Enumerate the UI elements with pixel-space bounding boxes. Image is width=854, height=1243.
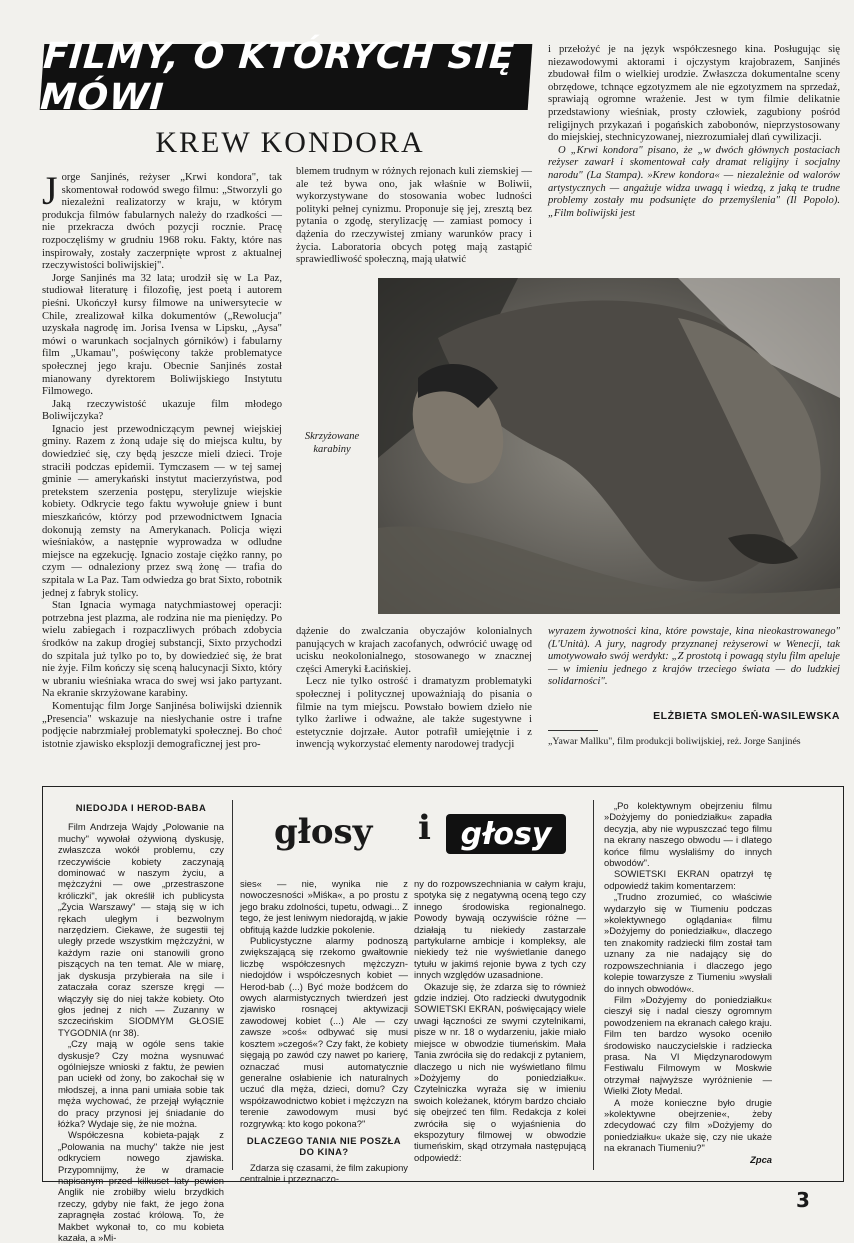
article-column-2-bottom bbox=[296, 626, 532, 760]
glosy-title bbox=[270, 808, 570, 864]
glosy-signature: Zpca bbox=[750, 1153, 772, 1165]
glosy-paragraph: sies« — nie, wynika nie z nowoczesności »Miśka«, a po prostu z jego braku zdolności, tupetu, odwagi... Z tego, że jest leniwym niedorajdą, w jakie obfitują każde ludzkie pokolenie. bbox=[240, 878, 408, 935]
article-paragraph: Lecz nie tylko ostrość i dramatyzm problematyki społecznej i politycznej upoważniają do pisania o filmie na tym miejscu. Powstało bowiem dzieło nie tylko żarliwe i odważne, ale także sugestywne i estetycznie dojrzałe. Autor potrafił umiejętnie i z inwencją wykorzystać elementy narodowej tradycji bbox=[296, 676, 532, 751]
glosy-title-part-2: i bbox=[418, 808, 431, 848]
glosy-column-2 bbox=[240, 878, 408, 1185]
article-paragraph: dążenie do zwalczania obyczajów kolonialnych panujących w krajach zacofanych, odwrócić uwagę od ucisku neokolonialnego, stosowanego w znacznej części Ameryki Łacińskiej. bbox=[296, 626, 532, 675]
glosy-paragraph: ny do rozpowszechniania w całym kraju, spotyka się z negatywną oceną tego czy innego środowiska regionalnego. Powody bywają oczywiście różne — działają tu niekiedy zastarzałe partykularne ambicje i kompleksy, ale niekiedy też nie wyświetlanie danego tytułu w jakimś rejonie bywa z tych czy innych względów uzasadnione. bbox=[414, 878, 586, 981]
glosy-paragraph: Film Andrzeja Wajdy „Polowanie na muchy" wywołał ożywioną dyskusję, zwłaszcza wokół problemu, czy rzeczywiście kobiety zaczynają dominować w naszym życiu, a mężczyźni — owe „przestraszone króliczki", jak określił ich publicysta „Życia Warszawy" — stają się w ich rękach uległym i bezwolnym narzędziem. Ciekawe, że sugestii tej uległy przede wszystkim mężczyźni, w każdym razie oni stanowili grono piszących na ten temat. Ale w miarę, jak dyskusja przybierała na sile i zataczała coraz szersze kręgi — włączyły się do niej także kobiety. Oto głos jednej z nich — Zuzanny w szczecińskim SIODMYM GŁOSIE TYGODNIA (nr 38). bbox=[58, 821, 224, 1038]
article-paragraph: Komentując film Jorge Sanjinésa boliwijski dziennik „Presencia" wskazuje na niesłychanie ostre i trafne podjęcie nabrzmiałej problematyki społecznej. Bo choć istotnie zjawisko eksplozji demograficznej jest pro- bbox=[42, 700, 282, 750]
column-divider bbox=[593, 800, 594, 1170]
glosy-paragraph: „Po kolektywnym obejrzeniu filmu »Dożyjemy do poniedziałku« zapadła decyzja, aby nie wypuszczać tego filmu na ekrany naszego obwodu — i dlatego końce filmu wysłaliśmy do innych obwodów". bbox=[604, 800, 772, 869]
article-paragraph: i przełożyć je na język współczesnego kina. Posługując się niezawodowymi aktorami i ojczystym krajobrazem, Sanjinés zbudował film o wielkiej urodzie. Zwłaszcza dokumentalne sceny obrzędowe, tchnące egzotyzmem ale nie egzotyzmem na sprzedaż, sprawiają ogromne wrażenie. Jest w tym filmie delikatnie przedstawiony wieśniak, prosty człowiek, zagubiony pośród religijnych przykazań i pogańskich zabobonów, nieprzystosowany do miejskiej, stechnicyzowanej, niezrozumiałej dlań cywilizacji. bbox=[548, 44, 840, 144]
page-number: 3 bbox=[796, 1188, 810, 1212]
article-paragraph: Jaką rzeczywistość ukazuje film młodego Boliwijczyka? bbox=[42, 398, 282, 423]
glosy-paragraph: SOWIETSKI EKRAN opatrzył tę odpowiedź takim komentarzem: bbox=[604, 868, 772, 891]
section-banner bbox=[39, 36, 533, 118]
side-caption: Skrzyżowane karabiny bbox=[304, 431, 360, 455]
article-column-3-top bbox=[548, 44, 840, 272]
article-headline: KREW KONDORA bbox=[155, 126, 425, 159]
article-column-1 bbox=[42, 168, 283, 762]
glosy-heading-tania: DLACZEGO TANIA NIE POSZŁA DO KINA? bbox=[246, 1134, 402, 1158]
glosy-column-4 bbox=[604, 800, 772, 1172]
article-paragraph: Jorge Sanjinés ma 32 lata; urodził się w La Paz, studiował literaturę i filozofię, jest poetą i autorem pieśni. Ukończył kursy filmowe na uniwersytecie w Chile, zrealizował kilka dokumentów („Rewolucja" uzyskała nagrodę im. Jorisa Ivensa w Lipsku, „Aysa" mówi o warunkach socjalnych górników) i fabularny film „Ukamau", poświęcony także problematyce społecznej jego kraju. Obecnie Sanjinés został mianowany dyrektorem Boliwijskiego Instytutu Filmowego. bbox=[42, 272, 282, 398]
article-paragraph: wyrazem żywotności kina, które powstaje, kina nieokastrowanego" (L'Unità). A jury, nagrody przyznanej reżyserowi w Wenecji, tak umotywowało swój werdykt: „Z prostotą i powagą stylu film apeluje — w imieniu jednego z krajów trzeciego świata — do ludzkiej solidarności". bbox=[548, 626, 840, 688]
glosy-paragraph: Okazuje się, że zdarza się to również gdzie indziej. Oto radziecki dwutygodnik SOWIETSKI EKRAN, poświęcający wiele uwagi łączności ze swymi czytelnikami, pisze w nr. 18 o wydarzeniu, jakie miało miejsce w obwodzie tiumeńskim. Mała Tania zwróciła się do redakcji z pytaniem, dlaczego u nich nie wyświetlano filmu »Dożyjemy do poniedziałku«. Czytelniczka wyraża się w imieniu swoich koleżanek, którym bardzo chciało się obejrzeć ten film. Redakcja z kolei zwróciła się o wyjaśnienia do ekspozytury filmowej w obwodzie tiumeńskim, skąd otrzymała następującą odpowiedź: bbox=[414, 980, 586, 1163]
author-signature: ELŻBIETA SMOLEŃ-WASILEWSKA bbox=[653, 710, 840, 722]
photo-illustration bbox=[378, 278, 840, 614]
article-column-3-bottom bbox=[548, 626, 840, 706]
glosy-heading-niedojda: NIEDOJDA I HEROD-BABA bbox=[75, 802, 207, 813]
glosy-title-part-3: głosy bbox=[446, 814, 566, 854]
glosy-paragraph: Film »Dożyjemy do poniedziałku« cieszył się i nadal cieszy ogromnym powodzeniem na ekranach całego kraju. Film ten bardzo wysoko oceniło środowisko nauczycielskie i radziecka prasa. Na VI Międzynarodowym Festiwalu Filmowym w Moskwie otrzymał najwyższe wyróżnienie — Wielki Złoty Medal. bbox=[604, 993, 772, 1097]
article-paragraph: Ignacio jest przewodniczącym pewnej wiejskiej gminy. Razem z żoną udaje się do miejsca kultu, by dowiedzieć się, czy będą jeszcze mieli dzieci. Troje straciłi podczas epidemii. Tymczasem — w tej samej gminie — amerykański instytut macierzyństwa, pod pretekstem szerzenia postępu, sterylizuje wiejskie kobiety. Odkrycie tego faktu wywołuje gniew i bunt mieszkańców, którzy pod przewodnictwem Ignacia dokonują zemsty na Amerykanach. Policja więzi wieśniaków, a następnie wyprowadza w odludne miejsce na egzekucję. Ignacio zostaje ciężko ranny, po czym — odnaleziony przez swą żonę — trafia do szpitala w La Paz. Tam odwiedza go brat Sixto, robotnik jednej z fabryk stolicy. bbox=[42, 423, 283, 599]
article-paragraph: blemem trudnym w różnych rejonach kuli ziemskiej — ale też bywa ono, jak właśnie w Boliwii, wykorzystywane do stosowania wobec ludności polityki pełnej cynizmu. Proponuje się jej, zresztą bez pytania o zgodę, sterylizację — zamiast pomocy i dążenia do rzeczywistej zmiany warunków pracy i życia. Laboratoria obcych potęg mają zastąpić sprawiedliwość społeczną, mają ułatwić bbox=[296, 166, 532, 266]
caption-rule bbox=[548, 730, 598, 731]
film-still-photo bbox=[378, 278, 840, 614]
article-paragraph: Stan Ignacia wymaga natychmiastowej operacji: potrzebna jest plazma, ale rodzina nie ma pieniędzy. Po wielu zabiegach i rozpaczliwych próbach zdobycia środków na zakup drogiej substancji, Sixto przychodzi do szpitala już tylko po to, by dowiedzieć się, że brat nie żyje. Film kończy się sceną halucynacji Sixto, który w ubraniu wieśniaka wraca do swej wsi jako partyzant. Na ekranie skrzyżowane karabiny. bbox=[42, 600, 282, 700]
glosy-paragraph: A może konieczne było drugie »kolektywne obejrzenie«, żeby zdecydować czy film »Dożyjemy do poniedziałku« ukaże się, czy nie ukaże na ekranach Tiumeniu?" bbox=[604, 1096, 772, 1154]
glosy-paragraph: „Czy mają w ogóle sens takie dyskusje? Czy można wysnuwać ogólniejsze wnioski z faktu, że pewien pan uciekł od żony, bo zakochał się w młodszej, a inna pani umiała sobie tak męża wychować, że przejął wyłącznie do pracy przynosi jej śniadanie do łóżka? Wydaje się, że nie można. bbox=[58, 1038, 224, 1129]
drop-cap: J bbox=[42, 168, 58, 213]
article-column-2-top bbox=[296, 166, 532, 272]
glosy-column-3 bbox=[414, 878, 586, 1172]
glosy-paragraph: Zdarza się czasami, że film zakupiony centralnie i przeznaczo- bbox=[240, 1161, 408, 1185]
photo-caption: „Yawar Mallku", film produkcji boliwijskiej, reż. Jorge Sanjinés bbox=[548, 736, 801, 747]
glosy-paragraph: „Trudno zrozumieć, co właściwie wydarzyło się w Tiumeniu podczas »kolektywnego oglądania« filmu »Dożyjemy do poniedziałku«, dlaczego ten znakomity radziecki film został tam uznany za nie nadający się do rozpowszechniania i dlaczego jego kolepie towarzysze z Tiumeniu »wysłali do innych obwodów«. bbox=[604, 891, 772, 994]
glosy-paragraph: Współczesna kobieta-pająk z „Polowania na muchy" także nie jest odkryciem nowego zjawiska. Przypomnijmy, że w dramacie napisanym przed kilkuset laty pewien Anglik nie zrobiłby wielu brzydkich rzeczy, gdyby nie fakt, że jego żona zapragnęła zostać królową. To, że Makbet wykonał to, co mu kobieta kazała, a »Mi- bbox=[58, 1129, 224, 1243]
banner-title: FILMY, O KTÓRYCH SIĘ MÓWI bbox=[39, 36, 517, 118]
glosy-title-part-1: głosy bbox=[274, 812, 373, 852]
article-paragraph: Jorge Sanjinés, reżyser „Krwi kondora", tak skomentował rodowód swego filmu: „Stworzyli go niezależni realizatorzy w kraju, w którym produkcja filmów fabularnych należy do rzadkości — nie przekracza dwóch pozycji rocznie. Pracę rozpoczęliśmy w grudniu 1968 roku. Fakty, które nas inspirowały, zostały zaczerpnięte wprost z aktualnej rzeczywistości boliwijskiej". bbox=[42, 168, 282, 272]
glosy-paragraph: Publicystyczne alarmy podnoszą zwiększającą się rzekomo gwałtownie liczbę współczesnych mężczyzn-niedojdów i współczesnych kobiet — Herod-bab (...) Być może bodźcem do owych alarmistycznych twierdzeń jest zjawisko rosnącej aktywizacji zawodowej kobiet (...) Ale — czy zawsze »coś« odbywać się musi kosztem »czegoś«? Czy fakt, że kobiety sięgają po zawód czy nawet po karierę, oznaczać musi automatycznie generalne osłabienie ich naturalnych uczuć dla męża, dzieci, domu? Czy współzawodnictwo kobiet i mężczyzn na terenie zawodowym musi być rozgrywką: kto kogo pokona?" bbox=[240, 935, 408, 1129]
column-divider bbox=[232, 800, 233, 1170]
article-paragraph: O „Krwi kondora" pisano, że „w dwóch głównych postaciach reżyser zawarł i skomentował cały dramat religijny i socjalny narodu" (La Stampa). »Krew kondora« — niezależnie od walorów artystycznych — angażuje widza uwagą i wiedzą, z jaką te trudne problemy zostały mu podsunięte do przemyślenia" (Il Popolo). „Film boliwijski jest bbox=[548, 144, 840, 219]
glosy-column-1 bbox=[58, 800, 224, 1243]
